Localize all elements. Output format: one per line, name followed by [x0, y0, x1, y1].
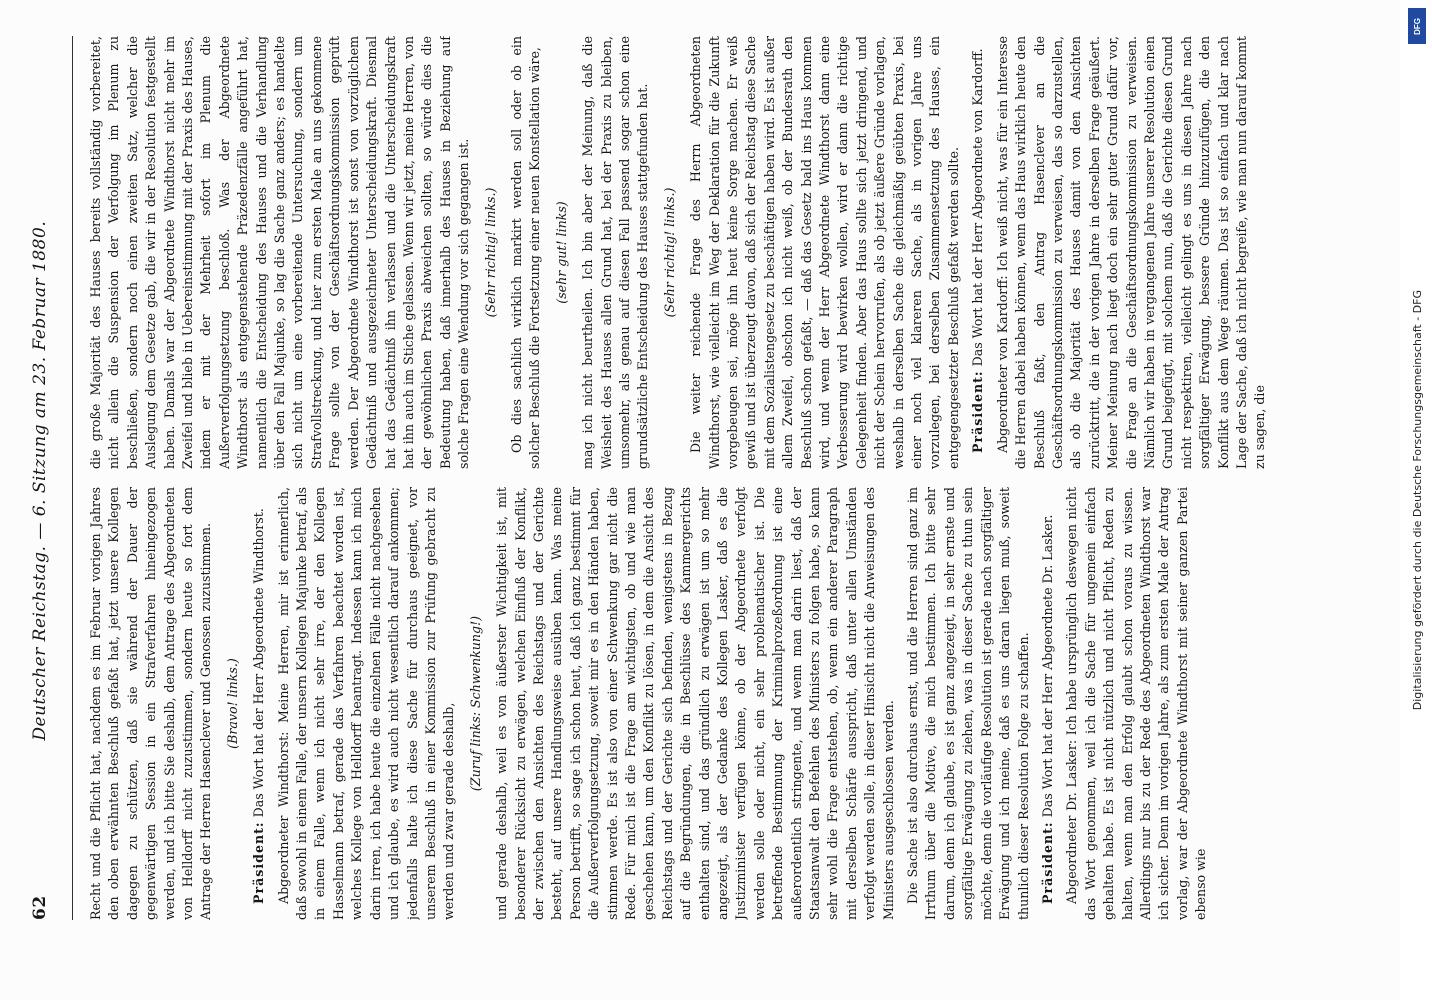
digitization-credit [1406, 0, 1428, 1000]
remark: (Sehr richtig! links.) [482, 187, 498, 318]
text-columns [87, 36, 1387, 920]
paragraph: Ob dies sachlich wirklich markirt werden soll oder ob ein solcher Beschluß die Fortsetzung einer neuen Konstellation wäre, [508, 36, 543, 469]
speaker-label: Präsident: [970, 370, 986, 453]
page-header [30, 36, 73, 920]
paragraph: die große Majorität des Hauses bereits vollständig vorbereitet, nicht allein die Suspension der Verfolgung im Plenum zu beschließen, sondern noch einen zweiten Satz, welcher die Auslegung dem Gesetze gab, die wir in der Resolution festgestellt haben. Damals war der Abgeordnete Windthorst nicht mehr im Zweifel und blieb in Uebereinstimmung mit der Praxis des Hauses, indem er mit der Mehrheit sofort im Plenum die Außerverfolgungsetzung beschloß. Was der Abgeordnete Windthorst als entgegenstehende Präzedenzfälle angeführt hat, namentlich die Entscheidung des Hauses und die Verhandlung über den Fall Majunke, so lag die Sache ganz anders; es handelte sich nicht um eine vorbereitende Untersuchung, sondern um Strafvollstreckung, und hier zum ersten Male an uns gekommene Frage sollte von der Geschäftsordnungskommission geprüft werden. Der Abgeordnete Windthorst ist sonst von vorzüglichem Gedächtniß und ausgezeichneter Unterscheidungskraft. Diesmal hat das Gedächtniß ihn verlassen und die Unterscheidungskraft hat ihn auch im Stiche gelassen. Wenn wir jetzt, meine Herren, von der gewöhnlichen Praxis abweichen sollten, so würde dies die Bedeutung haben, daß innerhalb des Hauses in Beziehung auf solche Fragen eine Wendung vor sich gegangen ist. [88, 36, 472, 469]
paragraph: Abgeordneter Dr. Lasker: Ich habe ursprünglich deswegen nicht das Wort genommen, weil ich die Sache für ungemein einfach gehalten habe. Es ist nicht nützlich und nicht Pflicht, Reden zu halten, wenn man den Erfolg glaubt schon voraus zu wissen. Allerdings nur bis zu der Rede des Abgeordneten Windthorst war ich sicher. Denn im vorigen Jahre, als zum ersten Male der Antrag vorlag, war der Abgeordnete Windthorst mit seiner ganzen Partei ebenso wie [1064, 487, 1209, 920]
remark: (Zuruf links: Schwenkung!) [467, 615, 483, 792]
paragraph: mag ich nicht beurtheilen. Ich bin aber der Meinung, daß die Weisheit des Hauses allen Grund hat, bei der Praxis zu bleiben, umsomehr, als genau auf diesen Fall passend sogar schon eine grundsätzliche Entscheidung des Hauses stattgefunden hat. [580, 36, 651, 469]
speaker-line [250, 487, 268, 920]
speaker-label: Präsident: [251, 821, 267, 904]
dfg-badge-text: DFG [1412, 17, 1422, 35]
speaker-text: Das Wort hat der Herr Abgeordnete Dr. Lasker. [1039, 514, 1055, 818]
credit-text: Digitalisierung gefördert durch die Deutsche Forschungsgemeinschaft - DFG [1410, 289, 1424, 711]
left-column [87, 487, 1387, 920]
remark: (sehr gut! links) [553, 201, 569, 304]
right-column [87, 36, 1387, 469]
paragraph: Abgeordneter von Kardorff: Ich weiß nicht, was für ein Interesse die Herren dabei haben können, wenn das Haus wirklich heute den Beschluß faßt, den Antrag Hasenclever an die Geschäftsordnungskommission zu verweisen, das so darzustellen, als ob die Majorität des Hauses damit von den Ansichten zurücktritt, die in der vorigen Jahre in derselben Frage geäußert. Meiner Meinung nach liegt doch ein sehr guter Grund dafür vor, die Frage an die Geschäftsordnungskommission zu verweisen. Nämlich wir haben in vergangenen Jahre unserer Resolution einen Grund beigefügt, mit solchem nun, daß die Gerichte diesen Grund nicht respektiren, vielleicht gelingt es uns in diesen Jahre nach sorgfältiger Erwägung, bessere Gründe hinzuzufügen, die den Konflikt aus dem Wege räumen. Das ist so einfach und klar nach Lage der Sache, daß ich nicht begreife, wie man nun darauf kommt zu sagen, die [994, 36, 1268, 469]
paragraph: Die weiter reichende Frage des Herrn Abgeordneten Windthorst, wie vielleicht im Weg der Deklaration für die Zukunft vorgebeugen sei, möge ihn heut keine Sorge machen. Er weiß gewiß und ist überzeugt davon, daß sich der Reichstag diese Sache mit dem Sozialistengesetz zu beschäftigen haben wird. Es ist außer allem Zweifel, obschon ich nicht weiß, ob der Bundesrath den Beschluß schon gefaßt, — daß das Gesetz bald ins Haus kommen wird, und wenn der Herr Abgeordnete Windthorst dann eine Verbesserung wird bewirken wollen, wird er dann die richtige Gelegenheit finden. Aber das Haus sollte sich jetzt dringend, und nicht der Schein hervorrufen, als ob jetzt äußere Gründe vorlagen, weshalb in derselben Sache die gleichmäßig geübten Praxis, bei einer noch viel klareren Sache, als in vorigen Jahre uns vorzulegen, bei derselben Zusammensetzung des Hauses, ein entgegengesetzter Beschluß gefaßt werden sollte. [688, 36, 961, 469]
paragraph: Abgeordneter Windthorst: Meine Herren, mir ist erinnerlich, daß sowohl in einem Falle, der unsern Kollegen Majunke betraf, als in einem Falle, wenn ich nicht sehr irre, der den Kollegen Hasselmann betraf, gerade das Verfahren beachtet worden ist, welches Kollege von Helldorff beantragt. Indessen kann ich mich darin irren, ich habe heute die einzelnen Fälle nicht nachgesehen und ich glaube, es wird auch nicht wesentlich darauf ankommen; jedenfalls halte ich diese Sache für durchaus geeignet, vor unserem Beschluß in einer Kommission zur Prüfung gebracht zu werden und zwar gerade deshalb, [275, 487, 457, 920]
paragraph: Die Sache ist also durchaus ernst, und die Herren sind ganz im Irrthum über die Motive, die mich bestimmen. Ich bitte sehr darum, denn ich glaube, es ist ganz angezeigt, in sehr ernste und sorgfältige Erwägung zu ziehen, was in dieser Sache zu thun sein möchte, denn die vorläufige Resolution ist gerade nach sorgfältiger Erwägung und ich meine, daß es uns daran liegen muß, soweit thunlich dieser Resolution Folge zu schaffen. [905, 487, 1031, 920]
speaker-text: Das Wort hat der Herr Abgeordnete Windthorst. [251, 508, 267, 818]
speaker-text: Das Wort hat der Herr Abgeordnete von Kardorff. [970, 48, 986, 367]
speaker-line [1039, 487, 1057, 920]
speaker-line [969, 36, 987, 469]
remark: (Bravo! links.) [224, 658, 240, 749]
running-title: Deutscher Reichstag. — 6. Sitzung am 23. Februar 1880. [30, 220, 50, 741]
page-number: 62 [30, 895, 50, 920]
remark: (Sehr richtig! links.) [661, 187, 677, 318]
paragraph: Recht und die Pflicht hat, nachdem es im Februar vorigen Jahres den oben erwähnten Beschluß gefaßt hat, jetzt unsere Kollegen dagegen zu schützen, daß sie während der Dauer der gegenwärtigen Session in ein Strafverfahren hineingezogen werden, und ich bitte Sie deshalb, dem Antrage des Abgeordneten von Helldorff nicht zuzustimmen, sondern heute so fort dem Antrage der Herren Hasenclever und Genossen zuzustimmen. [88, 487, 214, 920]
paragraph: und gerade deshalb, weil es von äußerster Wichtigkeit ist, mit besonderer Rücksicht zu erwägen, welchen Einfluß der Konflikt, der zwischen den Ansichten des Reichstags und der Gerichte besteht, auf unsere Handlungsweise ausüben kann. Was meine Person betrifft, so sage ich schon heut, daß ich ganz bestimmt für die Außerverfolgungsetzung, soweit mir es in den Händen haben, stimmen werde. Es ist also von einer Schwenkung gar nicht die Rede. Für mich ist die Frage am wichtigsten, ob und wie man geschehen kann, um den Konflikt zu lösen, in dem die Ansicht des Reichstags und der Gerichte sich befinden, wenigstens in Bezug auf die Begründungen, die in Beschlüsse des Kammergerichts enthalten sind, und das gründlich zu erwägen ist um so mehr angezeigt, als der Gedanke des Kollegen Lasker, daß es die Justizminister verfügen könne, ob der Abgeordnete verfolgt werden solle oder nicht, ein sehr problematischer ist. Die betreffende Bestimmung der Kriminalprozeßordnung ist eine außerordentlich stringente, und wenn man darin liest, daß der Staatsanwalt den Befehlen des Ministers zu folgen habe, so kann sehr wohl die Frage entstehen, ob, wenn ein anderer Paragraph mit derselben Schärfe ausspricht, daß unter allen Umständen verfolgt werden solle, in dieser Hinsicht nicht die Anweisungen des Ministers ausgeschlossen werden. [494, 487, 896, 920]
speaker-label: Präsident: [1039, 821, 1055, 904]
